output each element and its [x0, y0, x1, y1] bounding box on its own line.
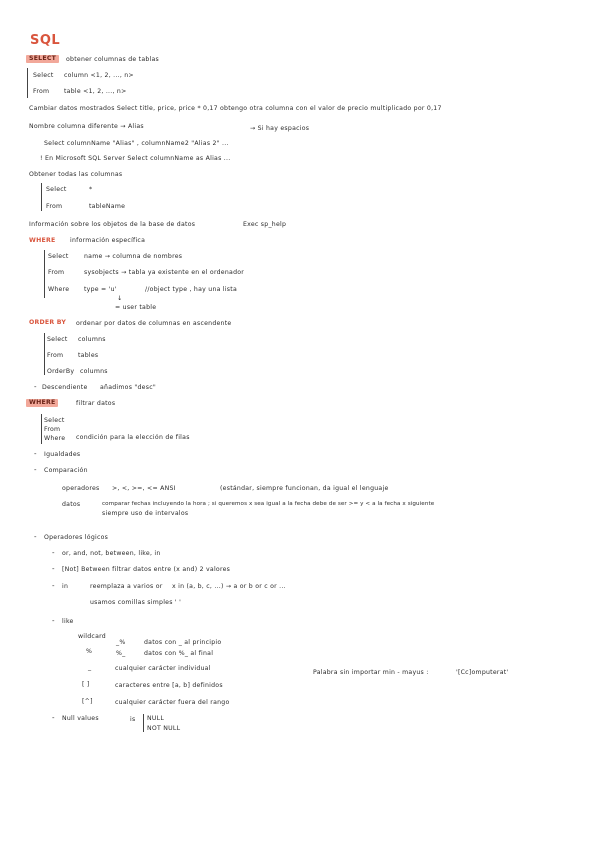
code-value: columns — [80, 368, 108, 375]
wildcard-symbol: [^] — [82, 698, 93, 705]
bracket-line — [41, 414, 42, 444]
code-value: type = 'u' — [84, 286, 117, 293]
list-item: Operadores lógicos — [44, 534, 109, 541]
note-text: ! En Microsoft SQL Server Select columnName as Alias ... — [40, 155, 231, 162]
bracket-line — [44, 250, 45, 298]
code-keyword: From — [44, 426, 61, 433]
code-keyword: Where — [48, 286, 70, 293]
note-text: cualquier carácter fuera del rango — [115, 699, 230, 706]
code-keyword: Select — [33, 72, 54, 79]
label-text: datos — [62, 501, 81, 508]
code-keyword: Where — [44, 435, 66, 442]
list-item: Igualdades — [44, 451, 81, 458]
wildcard-symbol: _ — [88, 664, 92, 671]
bracket-line — [27, 68, 28, 98]
bracket-line — [41, 183, 42, 211]
wildcard-symbol: %_ — [116, 650, 126, 657]
note-text: ordenar por datos de columnas en ascendente — [76, 320, 232, 327]
list-item: Null values — [62, 715, 99, 722]
comment-text: = user table — [115, 304, 157, 311]
bullet: - — [34, 450, 37, 458]
note-text: Descendiente — [42, 384, 88, 391]
note-text: filtrar datos — [76, 400, 116, 407]
code-keyword: Select — [47, 336, 68, 343]
code-value: sysobjects → tabla ya existente en el ordenador — [84, 269, 245, 276]
code-value: NULL — [147, 715, 165, 722]
list-item: in — [62, 583, 69, 590]
note-text: datos con %_ al final — [144, 650, 214, 657]
list-item: like — [62, 618, 74, 625]
code-keyword: Select — [48, 253, 69, 260]
note-text: >, <, >=, <= ANSI — [112, 485, 176, 492]
note-text: información específica — [70, 237, 146, 244]
code-value: name → columna de nombres — [84, 253, 183, 260]
bullet: - — [52, 565, 55, 573]
note-text: Nombre columna diferente → Alias — [29, 123, 144, 130]
note-text: Palabra sin importar min - mayus : — [313, 669, 429, 676]
note-text: siempre uso de intervalos — [102, 510, 189, 517]
note-text: Información sobre los objetos de la base de datos — [29, 221, 196, 228]
wildcard-symbol: % — [86, 648, 93, 655]
code-value: tables — [78, 352, 99, 359]
code-keyword: From — [33, 88, 50, 95]
comment-text: //object type , hay una lista — [145, 286, 237, 293]
keyword-order-by: ORDER BY — [29, 319, 67, 326]
bullet: - — [52, 582, 55, 590]
code-keyword: From — [48, 269, 65, 276]
note-text: añadimos "desc" — [100, 384, 156, 391]
note-text: Obtener todas las columnas — [29, 171, 123, 178]
bullet: - — [52, 617, 55, 625]
label-text: wildcard — [78, 633, 106, 640]
page-title: SQL — [30, 33, 61, 48]
label-text: operadores — [62, 485, 100, 492]
bracket-line — [44, 333, 45, 375]
keyword-where-2: WHERE — [26, 399, 58, 407]
list-item: [Not] Between filtrar datos entre (x and) 2 valores — [62, 566, 231, 573]
bullet: - — [52, 549, 55, 557]
note-text: datos con _ al principio — [144, 639, 222, 646]
note-text: (estándar, siempre funcionan, da igual el lenguaje — [220, 485, 389, 492]
code-value: * — [89, 186, 93, 193]
list-item: or, and, not, between, like, in — [62, 550, 161, 557]
code-value: NOT NULL — [147, 725, 181, 732]
code-value: '[Cc]omputerat' — [456, 669, 509, 676]
code-value: column <1, 2, ..., n> — [64, 72, 134, 79]
note-text: caracteres entre [a, b] definidos — [115, 682, 223, 689]
note-text: → Si hay espacios — [250, 125, 310, 132]
bullet: - — [34, 383, 37, 391]
note-text: Exec sp_help — [243, 221, 287, 228]
code-keyword: From — [46, 203, 63, 210]
note-text: obtener columnas de tablas — [66, 56, 160, 63]
code-value: columns — [78, 336, 106, 343]
arrow-down-icon: ↓ — [117, 295, 123, 302]
code-keyword: Select — [46, 186, 67, 193]
wildcard-symbol: [ ] — [82, 681, 90, 688]
note-text: condición para la elección de filas — [76, 434, 190, 441]
note-text: reemplaza a varios or — [90, 583, 163, 590]
bullet: - — [34, 533, 37, 541]
bracket-line — [143, 714, 144, 732]
list-item: Comparación — [44, 467, 88, 474]
keyword-select: SELECT — [26, 55, 59, 63]
note-text: usamos comillas simples ' ' — [90, 599, 182, 606]
note-text: Cambiar datos mostrados Select title, price, price * 0,17 obtengo otra columna con el valor de precio multiplicado por 0,17 — [29, 105, 442, 112]
code-keyword: OrderBy — [47, 368, 75, 375]
code-value: table <1, 2, ..., n> — [64, 88, 127, 95]
note-text: cualquier carácter individual — [115, 665, 211, 672]
note-text: Select columnName "Alias" , columnName2 "Alias 2" ... — [44, 140, 229, 147]
note-text: comparar fechas incluyendo la hora ; si queremos x sea igual a la fecha debe de ser >= y < a la fecha x siguiente — [102, 501, 435, 507]
code-keyword: Select — [44, 417, 65, 424]
note-text: x in (a, b, c, ...) → a or b or c or ... — [172, 583, 286, 590]
code-value: tableName — [89, 203, 126, 210]
keyword-where: WHERE — [29, 237, 56, 244]
code-keyword: From — [47, 352, 64, 359]
note-text: is — [130, 716, 136, 723]
wildcard-symbol: _% — [116, 639, 126, 646]
bullet: - — [34, 466, 37, 474]
bullet: - — [52, 714, 55, 722]
